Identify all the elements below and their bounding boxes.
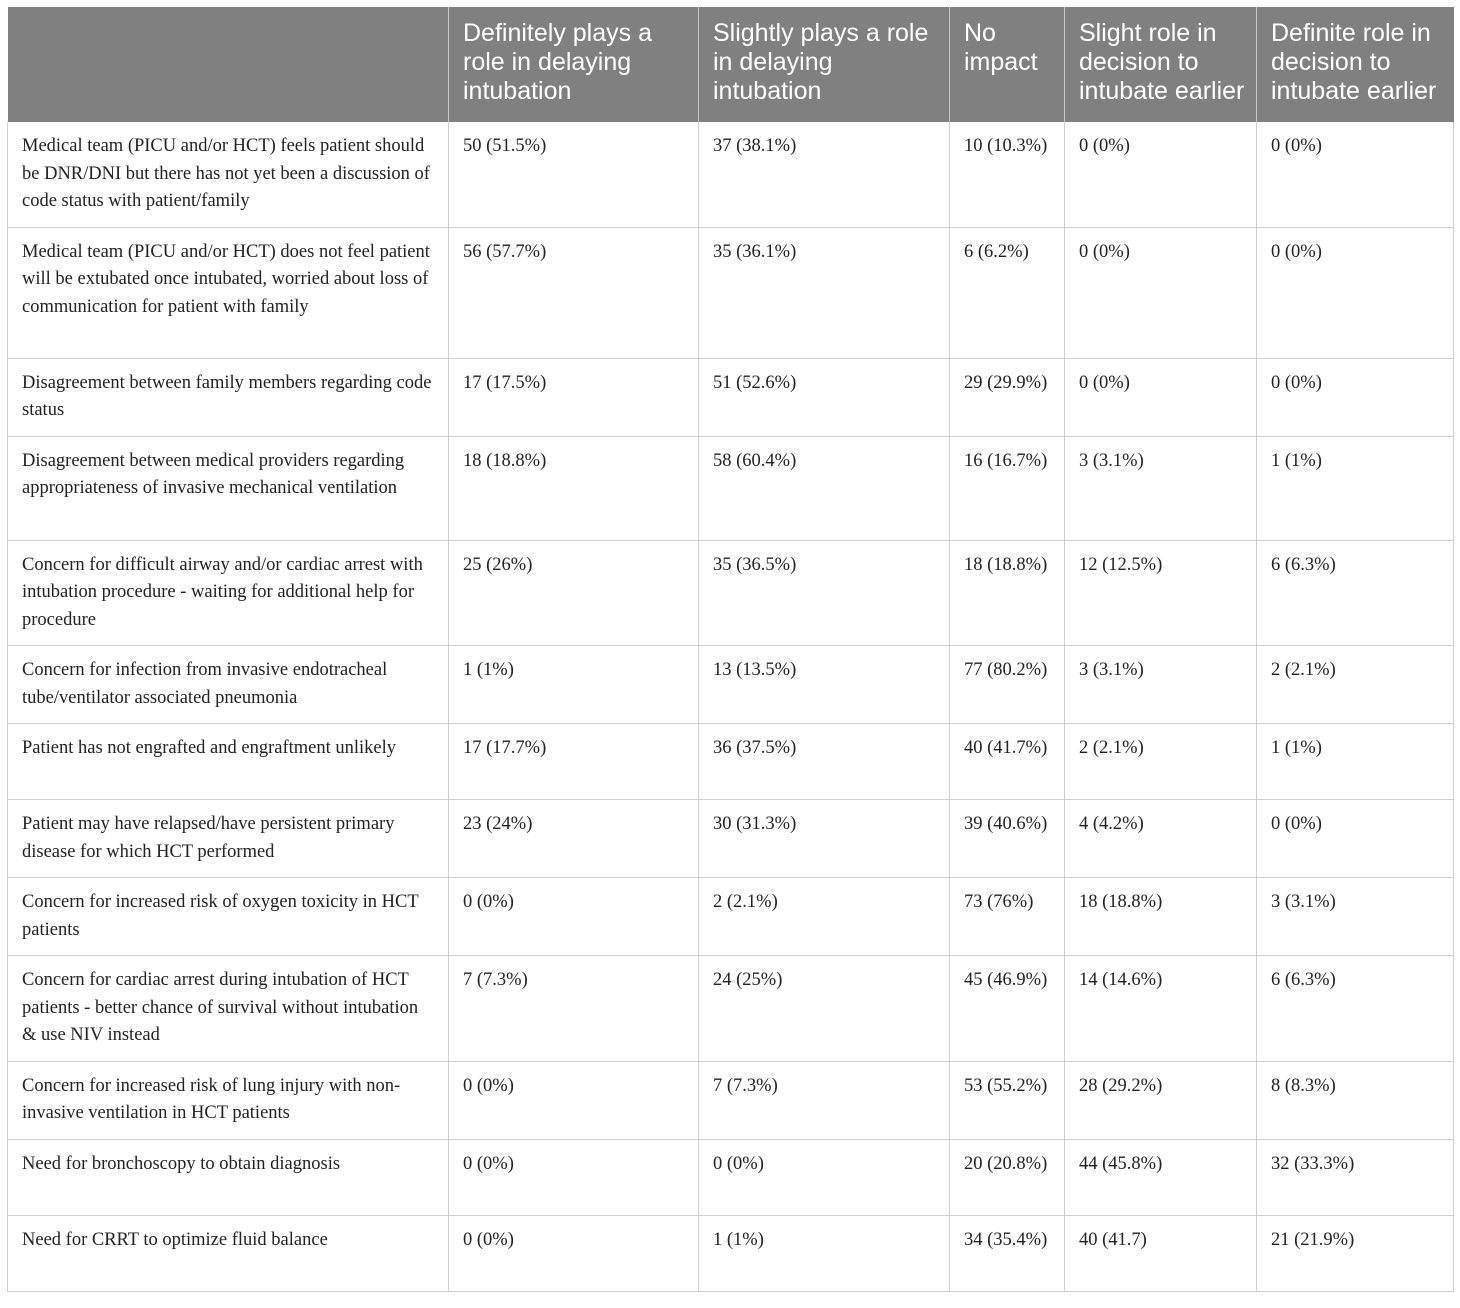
factor-cell: Need for CRRT to optimize fluid balance <box>8 1215 449 1291</box>
table-cell: 0 (0%) <box>1065 122 1257 227</box>
table-row <box>8 1139 1454 1215</box>
factor-cell: Disagreement between family members regarding code status <box>8 358 449 436</box>
table-cell: 17 (17.5%) <box>449 358 699 436</box>
table-cell: 51 (52.6%) <box>699 358 950 436</box>
table-cell: 1 (1%) <box>699 1215 950 1291</box>
table-cell: 35 (36.1%) <box>699 227 950 358</box>
header-slightly-delaying: Slightly plays a role in delaying intubation <box>699 7 950 122</box>
table-cell: 8 (8.3%) <box>1257 1061 1454 1139</box>
table-cell: 40 (41.7%) <box>950 724 1065 800</box>
table-row <box>8 540 1454 646</box>
table-cell: 14 (14.6%) <box>1065 956 1257 1062</box>
table-cell: 77 (80.2%) <box>950 646 1065 724</box>
table-cell: 37 (38.1%) <box>699 122 950 227</box>
table-row <box>8 358 1454 436</box>
table-cell: 18 (18.8%) <box>1065 878 1257 956</box>
table-cell: 0 (0%) <box>1257 122 1454 227</box>
results-table-container <box>7 7 1453 1292</box>
table-cell: 3 (3.1%) <box>1257 878 1454 956</box>
table-row <box>8 227 1454 358</box>
factor-cell: Concern for difficult airway and/or cardiac arrest with intubation procedure - waiting for additional help for procedure <box>8 540 449 646</box>
table-cell: 25 (26%) <box>449 540 699 646</box>
table-row <box>8 1215 1454 1291</box>
table-cell: 1 (1%) <box>449 646 699 724</box>
table-cell: 18 (18.8%) <box>950 540 1065 646</box>
table-cell: 2 (2.1%) <box>699 878 950 956</box>
factor-cell: Concern for increased risk of oxygen toxicity in HCT patients <box>8 878 449 956</box>
table-cell: 1 (1%) <box>1257 724 1454 800</box>
table-cell: 29 (29.9%) <box>950 358 1065 436</box>
table-cell: 13 (13.5%) <box>699 646 950 724</box>
table-cell: 0 (0%) <box>449 1061 699 1139</box>
table-cell: 45 (46.9%) <box>950 956 1065 1062</box>
table-cell: 3 (3.1%) <box>1065 646 1257 724</box>
table-cell: 6 (6.3%) <box>1257 540 1454 646</box>
table-cell: 0 (0%) <box>449 878 699 956</box>
table-row <box>8 956 1454 1062</box>
table-cell: 0 (0%) <box>449 1215 699 1291</box>
table-row <box>8 724 1454 800</box>
table-cell: 6 (6.2%) <box>950 227 1065 358</box>
table-cell: 0 (0%) <box>699 1139 950 1215</box>
table-row <box>8 1061 1454 1139</box>
table-cell: 1 (1%) <box>1257 436 1454 540</box>
table-cell: 0 (0%) <box>449 1139 699 1215</box>
factor-cell: Concern for infection from invasive endotracheal tube/ventilator associated pneumonia <box>8 646 449 724</box>
table-cell: 28 (29.2%) <box>1065 1061 1257 1139</box>
table-cell: 39 (40.6%) <box>950 800 1065 878</box>
table-cell: 17 (17.7%) <box>449 724 699 800</box>
header-definite-earlier: Definite role in decision to intubate earlier <box>1257 7 1454 122</box>
table-cell: 2 (2.1%) <box>1065 724 1257 800</box>
table-cell: 44 (45.8%) <box>1065 1139 1257 1215</box>
table-cell: 40 (41.7) <box>1065 1215 1257 1291</box>
table-cell: 0 (0%) <box>1257 358 1454 436</box>
table-cell: 20 (20.8%) <box>950 1139 1065 1215</box>
factor-cell: Need for bronchoscopy to obtain diagnosis <box>8 1139 449 1215</box>
table-cell: 53 (55.2%) <box>950 1061 1065 1139</box>
table-cell: 10 (10.3%) <box>950 122 1065 227</box>
factor-cell: Concern for cardiac arrest during intubation of HCT patients - better chance of survival without intubation & use NIV instead <box>8 956 449 1062</box>
table-cell: 4 (4.2%) <box>1065 800 1257 878</box>
table-cell: 35 (36.5%) <box>699 540 950 646</box>
table-cell: 6 (6.3%) <box>1257 956 1454 1062</box>
table-cell: 50 (51.5%) <box>449 122 699 227</box>
header-factor <box>8 7 449 122</box>
table-cell: 0 (0%) <box>1257 800 1454 878</box>
header-row <box>8 7 1454 122</box>
table-row <box>8 878 1454 956</box>
table-row <box>8 122 1454 227</box>
header-no-impact: No impact <box>950 7 1065 122</box>
factor-cell: Medical team (PICU and/or HCT) does not feel patient will be extubated once intubated, worried about loss of communication for patient with family <box>8 227 449 358</box>
factor-cell: Disagreement between medical providers regarding appropriateness of invasive mechanical ventilation <box>8 436 449 540</box>
table-cell: 23 (24%) <box>449 800 699 878</box>
table-row <box>8 436 1454 540</box>
table-cell: 16 (16.7%) <box>950 436 1065 540</box>
table-cell: 36 (37.5%) <box>699 724 950 800</box>
table-cell: 0 (0%) <box>1257 227 1454 358</box>
table-cell: 56 (57.7%) <box>449 227 699 358</box>
factor-cell: Concern for increased risk of lung injury with non-invasive ventilation in HCT patients <box>8 1061 449 1139</box>
table-cell: 7 (7.3%) <box>449 956 699 1062</box>
table-row <box>8 646 1454 724</box>
table-cell: 73 (76%) <box>950 878 1065 956</box>
table-cell: 12 (12.5%) <box>1065 540 1257 646</box>
table-cell: 34 (35.4%) <box>950 1215 1065 1291</box>
table-cell: 24 (25%) <box>699 956 950 1062</box>
table-cell: 30 (31.3%) <box>699 800 950 878</box>
header-definitely-delaying: Definitely plays a role in delaying intubation <box>449 7 699 122</box>
table-row <box>8 800 1454 878</box>
table-cell: 0 (0%) <box>1065 227 1257 358</box>
factor-cell: Medical team (PICU and/or HCT) feels patient should be DNR/DNI but there has not yet been a discussion of code status with patient/family <box>8 122 449 227</box>
header-slight-earlier: Slight role in decision to intubate earlier <box>1065 7 1257 122</box>
table-cell: 18 (18.8%) <box>449 436 699 540</box>
table-cell: 21 (21.9%) <box>1257 1215 1454 1291</box>
table-header <box>8 7 1454 122</box>
factor-cell: Patient may have relapsed/have persistent primary disease for which HCT performed <box>8 800 449 878</box>
table-cell: 3 (3.1%) <box>1065 436 1257 540</box>
table-cell: 32 (33.3%) <box>1257 1139 1454 1215</box>
table-cell: 2 (2.1%) <box>1257 646 1454 724</box>
table-cell: 58 (60.4%) <box>699 436 950 540</box>
results-table <box>7 7 1454 1292</box>
table-cell: 0 (0%) <box>1065 358 1257 436</box>
factor-cell: Patient has not engrafted and engraftment unlikely <box>8 724 449 800</box>
table-cell: 7 (7.3%) <box>699 1061 950 1139</box>
table-body <box>8 122 1454 1291</box>
